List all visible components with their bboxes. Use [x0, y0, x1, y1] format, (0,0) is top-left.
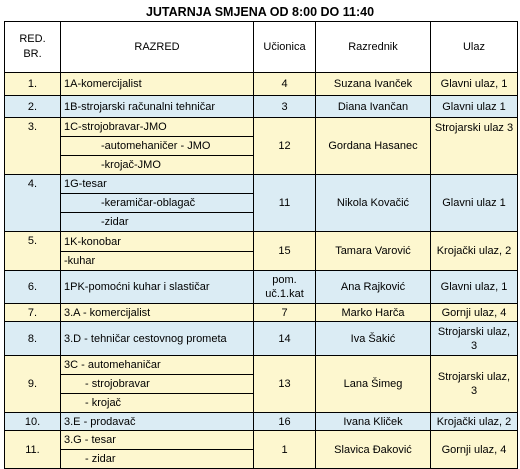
classroom: 12	[254, 118, 316, 175]
entrance: Krojački ulaz, 2	[431, 232, 518, 271]
classroom: 15	[254, 232, 316, 271]
entrance: Strojarski ulaz, 3	[431, 322, 518, 356]
class-name: - zidar	[61, 449, 253, 468]
class-name: 1A-komercijalist	[61, 73, 254, 96]
class-name: 3.E - prodavač	[61, 413, 254, 431]
row-number: 10.	[5, 413, 61, 431]
schedule-table	[4, 21, 518, 469]
header-razrednik: Razrednik	[316, 22, 431, 73]
class-name: 3.G - tesar	[64, 434, 116, 446]
teacher: Tamara Varović	[316, 232, 431, 271]
teacher: Nikola Kovačić	[316, 175, 431, 232]
class-name: 1PK-pomoćni kuhar i slastičar	[61, 271, 254, 304]
table-row	[5, 271, 518, 304]
row-number	[5, 232, 61, 271]
class-name: 1B-strojarski računalni tehničar	[61, 96, 254, 118]
table-row	[5, 118, 518, 175]
table-row	[5, 413, 518, 431]
classroom: 7	[254, 304, 316, 322]
classroom: 1	[254, 431, 316, 469]
table-row	[5, 322, 518, 356]
class-name: 3C - automehaničar	[64, 359, 161, 371]
table-row	[5, 96, 518, 118]
entrance: Strojarski ulaz, 3	[431, 356, 518, 413]
row-number-text: 3.	[27, 121, 38, 133]
class-name: 1G-tesar	[64, 178, 107, 190]
table-body	[5, 73, 518, 469]
page-title: JUTARNJA SMJENA OD 8:00 DO 11:40	[145, 5, 375, 19]
row-number: 9.	[5, 356, 61, 413]
class-name: -zidar	[61, 212, 253, 231]
class-name: -keramičar-oblagač	[61, 193, 253, 212]
class-name: -krojač-JMO	[61, 155, 253, 174]
classroom: 13	[254, 356, 316, 413]
table-row	[5, 232, 518, 271]
class-name: - strojobravar	[61, 374, 253, 393]
teacher: Ana Rajković	[316, 271, 431, 304]
teacher: Lana Šimeg	[316, 356, 431, 413]
row-number: 6.	[5, 271, 61, 304]
row-number: 8.	[5, 322, 61, 356]
classroom: 16	[254, 413, 316, 431]
header-ulaz: Ulaz	[431, 22, 518, 73]
teacher: Gordana Hasanec	[316, 118, 431, 175]
teacher: Suzana Ivanček	[316, 73, 431, 96]
class-name: - krojač	[61, 393, 253, 412]
row-number: 1.	[5, 73, 61, 96]
table-row	[5, 304, 518, 322]
header-razred: RAZRED	[61, 22, 254, 73]
class-name: 1C-strojobravar-JMO	[64, 121, 167, 133]
classroom: 11	[254, 175, 316, 232]
class-name: -kuhar	[61, 251, 253, 270]
classroom: 4	[254, 73, 316, 96]
teacher: Slavica Đaković	[316, 431, 431, 469]
class-name: 3.A - komercijalist	[61, 304, 254, 322]
entrance: Glavni ulaz 1	[431, 175, 518, 232]
teacher: Ivana Kliček	[316, 413, 431, 431]
row-number: 11.	[5, 431, 61, 469]
entrance: Gornji ulaz, 4	[431, 431, 518, 469]
classroom: 3	[254, 96, 316, 118]
table-row	[5, 356, 518, 413]
entrance: Glavni ulaz, 1	[431, 73, 518, 96]
row-number-text: 4.	[27, 178, 38, 190]
row-number	[5, 175, 61, 232]
table-row	[5, 175, 518, 232]
class-name: 1K-konobar	[64, 235, 121, 248]
teacher: Iva Šakić	[316, 322, 431, 356]
header-red-br: RED. BR.	[5, 22, 61, 73]
entrance: Glavni ulaz, 1	[431, 271, 518, 304]
classroom: 14	[254, 322, 316, 356]
class-list	[61, 175, 254, 232]
entrance: Strojarski ulaz 3	[431, 118, 518, 175]
teacher: Diana Ivančan	[316, 96, 431, 118]
table-row	[5, 73, 518, 96]
row-number	[5, 118, 61, 175]
class-list	[61, 232, 254, 271]
entrance: Krojački ulaz, 2	[431, 413, 518, 431]
row-number: 2.	[5, 96, 61, 118]
class-list	[61, 118, 254, 175]
class-name: 3.D - tehničar cestovnog prometa	[61, 322, 254, 356]
class-list	[61, 356, 254, 413]
entrance: Gornji ulaz, 4	[431, 304, 518, 322]
entrance: Glavni ulaz 1	[431, 96, 518, 118]
header-row	[5, 22, 518, 73]
header-ucionica: Učionica	[254, 22, 316, 73]
row-number: 7.	[5, 304, 61, 322]
classroom: pom. uč.1.kat	[254, 271, 316, 304]
row-number-text: 5.	[27, 235, 38, 247]
class-name: -automehaničer - JMO	[61, 136, 253, 155]
teacher: Marko Harča	[316, 304, 431, 322]
